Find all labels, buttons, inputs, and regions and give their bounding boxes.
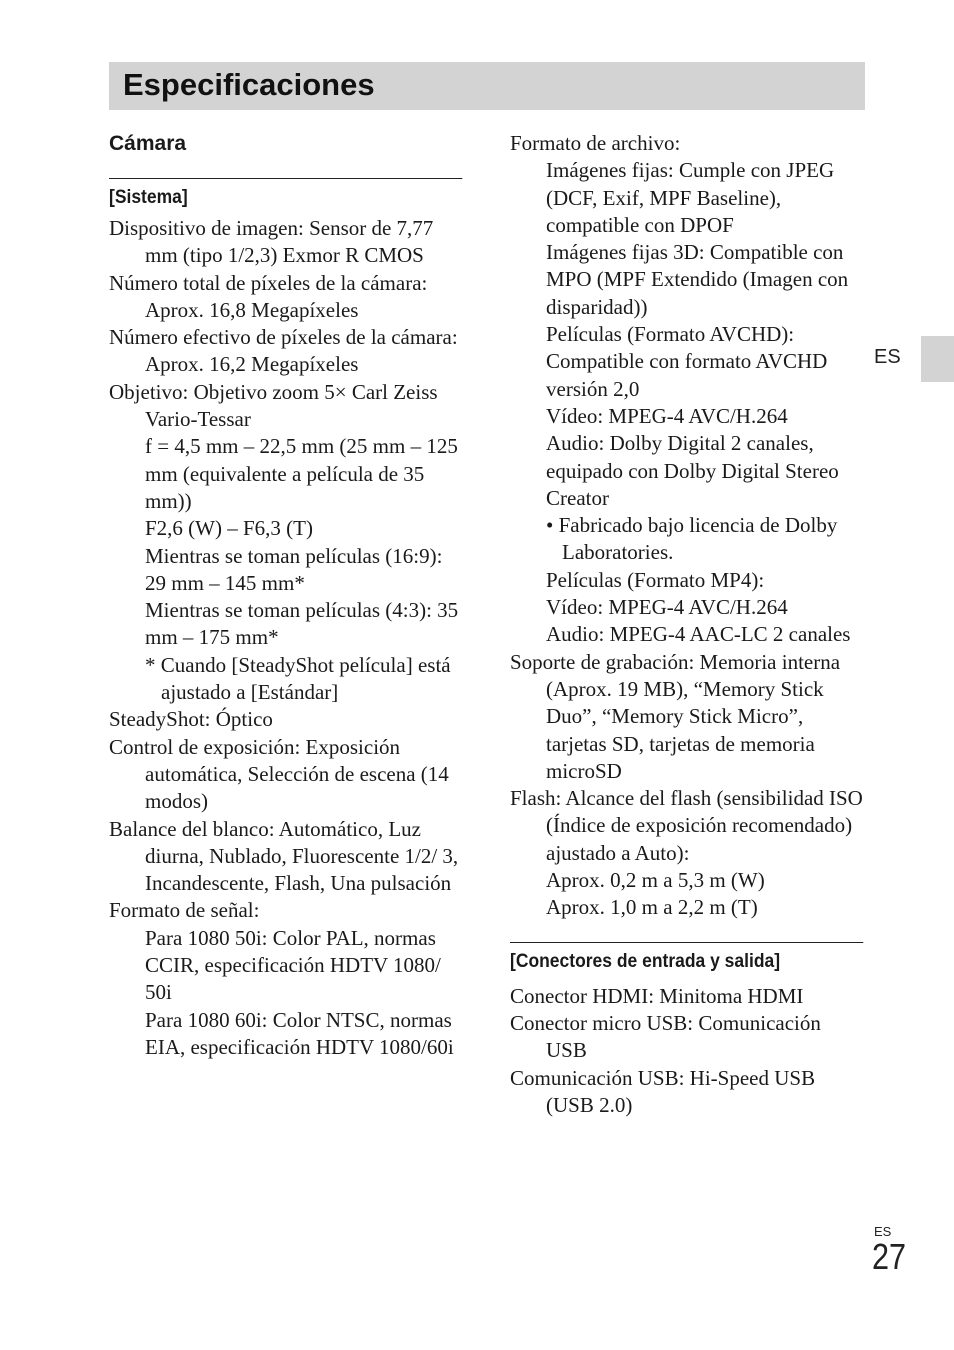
spec-line: Imágenes fijas 3D: Compatible con MPO (MPF Extendido (Imagen con disparidad)) [546,240,849,319]
spec-line: Audio: MPEG-4 AAC-LC 2 canales [546,622,851,647]
spec-line: Vídeo: MPEG-4 AVC/H.264 [546,403,788,428]
spec-line: Número total de píxeles de la cámara: [109,270,428,295]
spec-line: Audio: Dolby Digital 2 canales, equipado con Dolby Digital Stereo Creator [546,431,839,510]
spec-line: Conector HDMI: Minitoma HDMI [510,983,804,1008]
spec-line: Aprox. 0,2 m a 5,3 m (W) [546,868,765,893]
spec-line: Mientras se toman películas (16:9): 29 mm – 145 mm* [145,543,443,595]
spec-line: Aprox. 16,2 Megapíxeles [145,352,359,377]
spec-line: Para 1080 60i: Color NTSC, normas EIA, especificación HDTV 1080/60i [145,1007,454,1059]
spec-line: Películas (Formato AVCHD): Compatible con formato AVCHD versión 2,0 [546,322,828,401]
spec-line: F2,6 (W) – F6,3 (T) [145,516,313,541]
spec-line: Objetivo: Objetivo zoom 5× Carl Zeiss Vario-Tessar [109,379,438,432]
spec-line: Dispositivo de imagen: Sensor de 7,77 mm (tipo 1/2,3) Exmor R CMOS [109,216,434,268]
spec-line: Vídeo: MPEG-4 AVC/H.264 [546,595,788,620]
side-language-label: ES [874,346,901,368]
title-bar [109,62,865,110]
spec-line: Conector micro USB: Comunicación USB [510,1010,821,1063]
spec-line: * Cuando [SteadyShot película] está ajustado a [Estándar] [145,652,451,705]
spec-line: Control de exposición: Exposición automática, Selección de escena (14 modos) [109,734,449,814]
spec-line: SteadyShot: Óptico [109,707,273,732]
spec-line: Mientras se toman películas (4:3): 35 mm – 175 mm* [145,598,459,650]
page-title: Especificaciones [123,67,375,102]
sistema-spec-list [109,215,465,1061]
language-side-tab [921,336,954,382]
section-title-camara: Cámara [109,132,187,155]
spec-line: Soporte de grabación: Memoria interna (Aprox. 19 MB), “Memory Stick Duo”, “Memory Stick Micro”, tarjetas SD, tarjetas de memoria microSD [510,649,841,783]
spec-line: Películas (Formato MP4): [546,567,765,592]
footer-language: ES [874,1224,892,1239]
spec-line: • Fabricado bajo licencia de Dolby Laboratories. [546,513,838,565]
spec-line: Flash: Alcance del flash (sensibilidad ISO (Índice de exposición recomendado) ajustado a Auto): [510,786,863,865]
spec-line: f = 4,5 mm – 22,5 mm (25 mm – 125 mm (equivalente a película de 35 mm)) [145,434,458,513]
subhead-conectores: [Conectores de entrada y salida] [510,942,864,975]
subhead-sistema: [Sistema] [109,178,463,211]
spec-line: Formato de señal: [109,898,260,923]
spec-line: Número efectivo de píxeles de la cámara: [109,325,458,350]
file-format-spec-list [510,130,866,922]
spec-line: Aprox. 16,8 Megapíxeles [145,297,359,322]
spec-line: Formato de archivo: [510,131,681,155]
spec-line: Balance del blanco: Automático, Luz diurna, Nublado, Fluorescente 1/2/ 3, Incandescente, Flash, Una pulsación [109,816,459,896]
spec-line: Comunicación USB: Hi-Speed USB (USB 2.0) [510,1065,816,1117]
right-column [510,130,866,1119]
left-column [109,130,465,1061]
connectors-spec-list [510,983,866,1119]
spec-line: Imágenes fijas: Cumple con JPEG (DCF, Exif, MPF Baseline), compatible con DPOF [546,158,835,237]
spec-line: Aprox. 1,0 m a 2,2 m (T) [546,895,758,920]
spec-line: Para 1080 50i: Color PAL, normas CCIR, especificación HDTV 1080/ 50i [145,925,441,1005]
page-number: 27 [872,1236,907,1277]
